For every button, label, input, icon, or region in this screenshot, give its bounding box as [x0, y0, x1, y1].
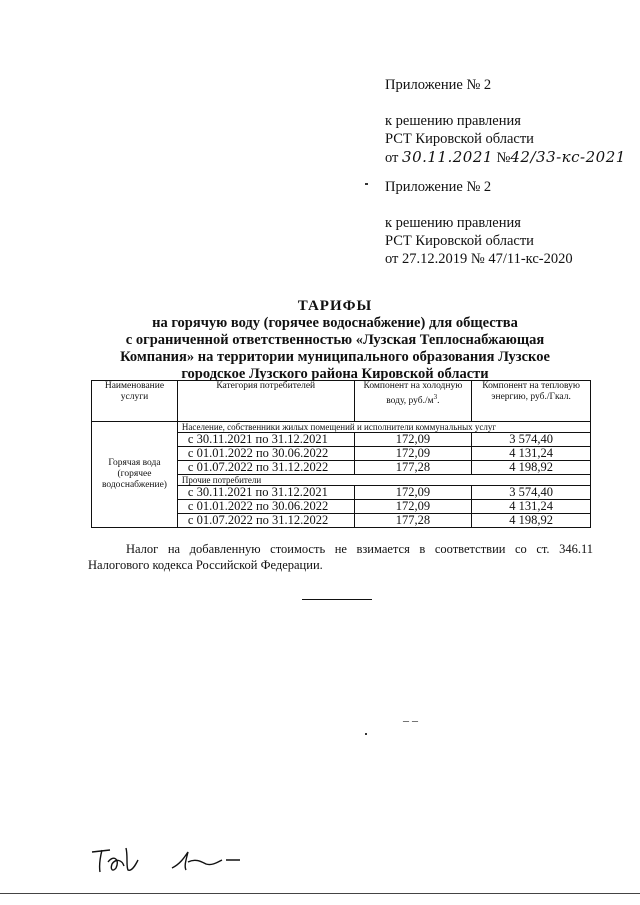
tax-note: Налог на добавленную стоимость не взимается в соответствии со ст. 346.11 Налогового кодекса Российской Федерации. [88, 542, 593, 572]
heat-cell: 4 198,92 [472, 461, 591, 475]
annex-current [385, 76, 626, 167]
title-line: на горячую воду (горячее водоснабжение) для общества [152, 315, 518, 331]
period-cell: с 01.07.2022 по 31.12.2022 [177, 514, 354, 528]
annex-title: Приложение № 2 [385, 179, 492, 195]
group-name: Прочие потребители [177, 475, 590, 486]
scan-speck [365, 733, 367, 735]
cold-water-cell: 172,09 [354, 433, 472, 447]
tariff-table [91, 380, 591, 528]
heat-cell: 3 574,40 [472, 433, 591, 447]
title-heading: ТАРИФЫ [297, 298, 373, 314]
cold-water-cell: 172,09 [354, 486, 472, 500]
date-prefix: от [385, 150, 399, 166]
annex-authority-line: РСТ Кировской области [385, 233, 534, 249]
header-category: Категория потребителей [177, 381, 354, 422]
page-bottom-border [0, 893, 640, 894]
title-line: с ограниченной ответственностью «Лузская Теплоснабжающая [125, 332, 545, 348]
number-prefix: № [496, 150, 511, 166]
annex-decision-line: к решению правления [385, 113, 521, 129]
stray-dash: – – [403, 713, 418, 727]
period-cell: с 01.01.2022 по 30.06.2022 [177, 447, 354, 461]
title-line: городское Лузского района Кировской области [181, 366, 489, 382]
handwritten-number: 42/33-кс-2021 [510, 148, 626, 166]
annex-previous [385, 178, 573, 268]
cold-water-cell: 172,09 [354, 447, 472, 461]
annex-title: Приложение № 2 [385, 77, 492, 93]
heat-cell: 4 131,24 [472, 447, 591, 461]
cold-water-cell: 172,09 [354, 500, 472, 514]
heat-cell: 4 131,24 [472, 500, 591, 514]
scan-speck [365, 183, 368, 185]
title-line: Компания» на территории муниципального образования Лузское [120, 349, 550, 365]
group-row [92, 422, 591, 433]
period-cell: с 30.11.2021 по 31.12.2021 [177, 433, 354, 447]
annex-decision-line: к решению правления [385, 215, 521, 231]
heat-cell: 4 198,92 [472, 514, 591, 528]
document-title [80, 298, 590, 383]
period-cell: с 01.07.2022 по 31.12.2022 [177, 461, 354, 475]
header-cold-water: Компонент на холодную воду, $руб./м^3$. [354, 381, 472, 422]
separator-line [302, 599, 372, 600]
service-name: Горячая вода (горячее водоснабжение) [92, 422, 178, 528]
handwritten-date: 30.11.2021 [402, 148, 493, 166]
annex-date-line: от 27.12.2019 № 47/11-кс-2020 [385, 251, 573, 267]
heat-cell: 3 574,40 [472, 486, 591, 500]
period-cell: с 30.11.2021 по 31.12.2021 [177, 486, 354, 500]
handwritten-signature-image [88, 838, 258, 880]
period-cell: с 01.01.2022 по 30.06.2022 [177, 500, 354, 514]
group-name: Население, собственники жилых помещений и исполнители коммунальных услуг [177, 422, 590, 433]
header-service: Наименование услуги [92, 381, 178, 422]
annex-authority-line: РСТ Кировской области [385, 131, 534, 147]
table-header-row [92, 381, 591, 422]
annex-date-line [385, 148, 626, 167]
cold-water-cell: 177,28 [354, 514, 472, 528]
header-heat: Компонент на тепловую энергию, руб./Гкал. [472, 381, 591, 422]
cold-water-cell: 177,28 [354, 461, 472, 475]
